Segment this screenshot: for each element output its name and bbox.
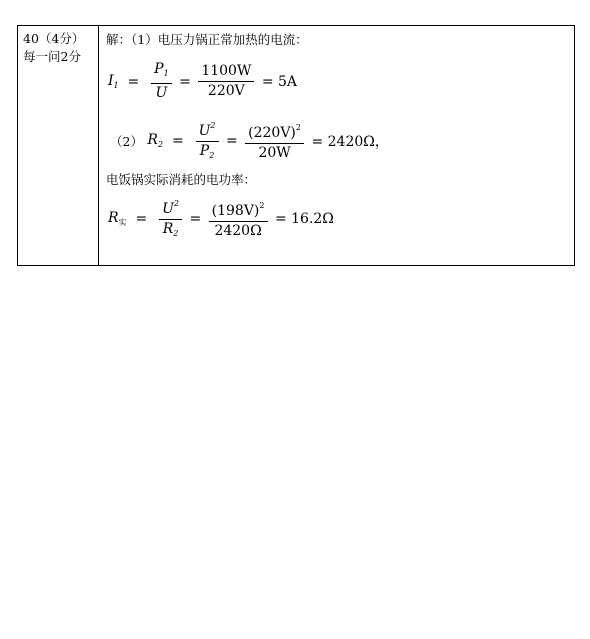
part2-label: （2） xyxy=(110,133,143,149)
left-cell xyxy=(23,30,84,66)
answer-cell xyxy=(106,26,570,265)
column-divider xyxy=(98,26,99,265)
power-statement: 电饭锅实际消耗的电功率： xyxy=(106,172,257,187)
eq1-lhs: $I_1$ xyxy=(108,73,119,90)
equation-resistance: （2） $R_2$ = $\frac{U^2}{P_2}$ = $\frac{(220V)^2}{20W}$ = 2420Ω， xyxy=(110,116,389,165)
eq2-lhs: $R_2$ xyxy=(147,132,164,149)
eq2-fraction-values: $\frac{(220V)^2}{20W}$ xyxy=(245,118,304,163)
eq1-fraction-formula: $\frac{P_1}{U}$ xyxy=(151,60,172,103)
scoring-note: 每一问2分 xyxy=(23,49,81,64)
eq3-result: = 16.2Ω xyxy=(274,210,334,227)
eq3-fraction-values: $\frac{(198V)^2}{2420\Omega}$ xyxy=(209,196,268,241)
equation-current: $I_1$ = $\frac{P_1}{U}$ = $\frac{1100W}{220V}$ = 5A xyxy=(108,61,298,101)
eq1-fraction-values: $\frac{1100W}{220V}$ xyxy=(198,62,254,101)
answer-table xyxy=(17,25,575,266)
equation-actual: $R_实$ = $\frac{U^2}{R_2}$ = $\frac{(198V)^2}{2420\Omega}$ = 16.2Ω xyxy=(108,194,334,243)
eq3-fraction-formula: $\frac{U^2}{R_2}$ xyxy=(159,194,182,243)
answer-header: 解：（1）电压力锅正常加热的电流： xyxy=(106,32,308,47)
question-number: 40（4分） xyxy=(23,31,85,46)
eq3-lhs: $R_实$ xyxy=(108,209,127,227)
eq2-result: = 2420Ω， xyxy=(311,133,389,150)
eq1-result: = 5A xyxy=(261,73,298,90)
eq2-fraction-formula: $\frac{U^2}{P_2}$ xyxy=(196,116,219,165)
